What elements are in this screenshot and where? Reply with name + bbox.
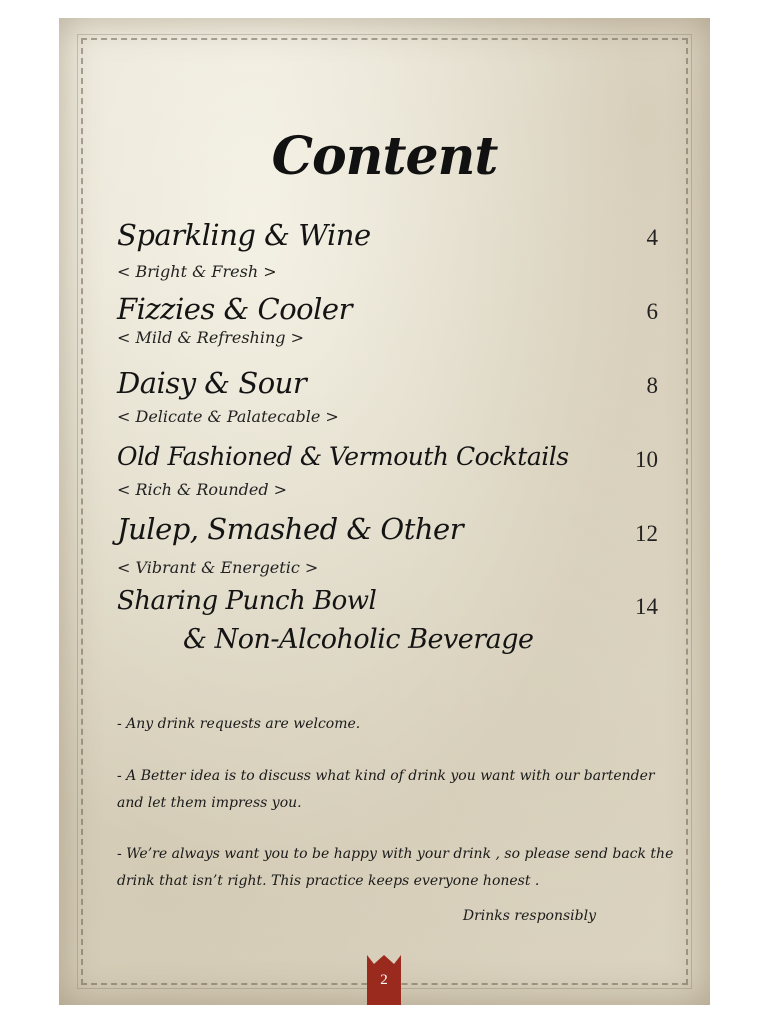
toc-entry-page-old-fashioned[interactable]: 10 — [635, 447, 658, 472]
toc-entry-page-fizzies[interactable]: 6 — [646, 299, 658, 324]
toc-entry-title-fizzies[interactable]: Fizzies & Cooler — [117, 292, 352, 326]
toc-entry-subtitle-julep: < Vibrant & Energetic > — [117, 558, 319, 577]
note-bartender: - A Better idea is to discuss what kind of drink you want with our bartender and let them impress you. — [117, 768, 655, 811]
toc-entry-title-line2-non-alcoholic[interactable]: & Non-Alcoholic Beverage — [183, 624, 534, 655]
page-title: Content — [271, 126, 498, 187]
signoff-text: Drinks responsibly — [462, 908, 596, 924]
toc-entry-title-old-fashioned[interactable]: Old Fashioned & Vermouth Cocktails — [117, 442, 569, 471]
menu-page — [59, 18, 710, 1005]
toc-entry-page-julep[interactable]: 12 — [635, 521, 658, 546]
note-send-back: - We’re always want you to be happy with your drink , so please send back the drink that isn’t right. This practice keeps everyone honest . — [117, 846, 674, 889]
toc-entry-page-daisy[interactable]: 8 — [646, 373, 658, 398]
note-requests: - Any drink requests are welcome. — [117, 716, 361, 732]
toc-entry-title-punch-bowl[interactable]: Sharing Punch Bowl — [117, 586, 377, 616]
toc-entry-subtitle-daisy: < Delicate & Palatecable > — [117, 407, 339, 426]
toc-entry-subtitle-sparkling: < Bright & Fresh > — [117, 262, 277, 281]
toc-entry-page-sparkling[interactable]: 4 — [646, 225, 658, 250]
toc-entry-title-julep[interactable]: Julep, Smashed & Other — [117, 512, 464, 546]
page-number: 2 — [380, 972, 388, 988]
toc-entry-subtitle-old-fashioned: < Rich & Rounded > — [117, 480, 288, 499]
toc-entry-title-daisy[interactable]: Daisy & Sour — [117, 366, 307, 400]
toc-entry-page-punch-bowl[interactable]: 14 — [635, 594, 658, 619]
toc-entry-subtitle-fizzies: < Mild & Refreshing > — [117, 328, 304, 347]
toc-entry-title-sparkling[interactable]: Sparkling & Wine — [117, 218, 371, 252]
